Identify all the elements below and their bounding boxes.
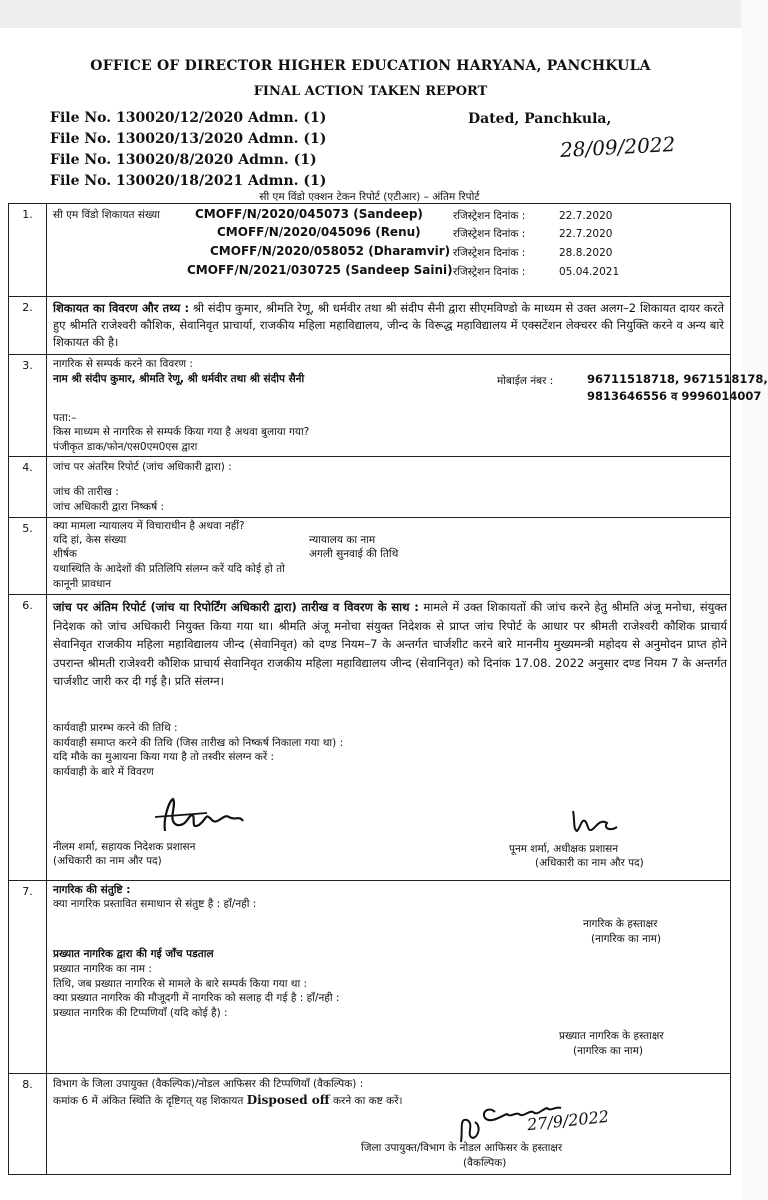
registration-date: 22.7.2020 xyxy=(559,228,613,240)
registration-date: 22.7.2020 xyxy=(559,210,613,222)
eminent-contact-date-label: तिथि, जब प्रख्यात नागरिक से मामले के बारे सम्पर्क किया गया था : xyxy=(53,978,308,990)
report-title: FINAL ACTION TAKEN REPORT xyxy=(253,84,488,99)
complaint-id: CMOFF/N/2021/030725 (Sandeep Saini) xyxy=(187,263,453,277)
handwritten-date: 28/09/2022 xyxy=(559,131,676,163)
satisfaction-question: क्या नागरिक प्रस्तावित समाधान से संतुष्ट है : हाँ/नही : xyxy=(53,898,257,910)
row-contact-details xyxy=(47,355,768,457)
contact-mode: पंजीकृत डाक/फोन/एस0एम0एस द्वारा xyxy=(53,441,198,453)
atr-form-table xyxy=(8,203,768,1175)
file-number: File No. 130020/13/2020 Admn. (1) xyxy=(50,131,327,147)
row-number: 3. xyxy=(9,355,47,457)
scan-top-edge xyxy=(0,0,741,28)
mobile-label: मोबाईल नंबर : xyxy=(497,375,554,387)
row-number: 7. xyxy=(9,881,47,1074)
legal-provision-label: कानूनी प्रावधान xyxy=(53,578,112,590)
contact-question: किस माध्यम से नागरिक से सम्पर्क किया गया है अथवा बुलाया गया? xyxy=(53,426,310,438)
row-number: 2. xyxy=(9,297,47,355)
nodal-signature-optional: (वैकल्पिक) xyxy=(463,1157,507,1169)
registration-date: 05.04.2021 xyxy=(559,266,620,278)
contact-heading: नागरिक से सम्पर्क करने का विवरण : xyxy=(53,358,193,370)
eminent-citizen-heading: प्रख्यात नागरिक द्वारा की गई जाँच पडताल xyxy=(53,948,214,960)
row-complaint-details xyxy=(47,297,731,355)
citizen-signature-label: नागरिक के हस्ताक्षर xyxy=(583,918,658,930)
row-interim-report xyxy=(47,457,731,518)
officer-name-left: नीलम शर्मा, सहायक निदेशक प्रशासन xyxy=(53,841,196,853)
row-number: 5. xyxy=(9,518,47,595)
disposal-request xyxy=(53,1093,403,1108)
details-label: शिकायत का विवरण और तथ्य : xyxy=(53,301,190,315)
registration-label: रजिस्ट्रेशन दिनांक : xyxy=(453,247,526,259)
handwritten-date-nodal: 27/9/2022 xyxy=(526,1106,610,1135)
mobile-numbers: 9813646556 व 9996014007 xyxy=(587,389,762,403)
row-number: 8. xyxy=(9,1074,47,1175)
status-orders-label: यथास्थिति के आदेशों की प्रतिलिपि संलग्न करें यदि कोई हो तो xyxy=(53,563,285,575)
row-nodal-remarks xyxy=(47,1074,731,1175)
file-number: File No. 130020/8/2020 Admn. (1) xyxy=(50,152,317,168)
inspection-label: यदि मौके का मुआयना किया गया है तो तस्वीर संलग्न करें : xyxy=(53,751,274,763)
dated-label: Dated, Panchkula, xyxy=(468,111,612,127)
inquiry-findings-label: जांच अधिकारी द्वारा निष्कर्ष : xyxy=(53,501,165,513)
court-question: क्या मामला न्यायालय में विचाराधीन है अथवा नहीं? xyxy=(53,520,245,532)
row-complaint-numbers xyxy=(47,204,731,297)
officer-designation-right: (अधिकारी का नाम और पद) xyxy=(535,857,644,869)
eminent-advice-question: क्या प्रख्यात नागरिक की मौजूदगी में नागरिक को सलाह दी गई है : हाँ/नही : xyxy=(53,992,340,1004)
row-final-report xyxy=(47,595,731,881)
row-number: 4. xyxy=(9,457,47,518)
row-citizen-satisfaction xyxy=(47,881,731,1074)
nodal-remarks-heading: विभाग के जिला उपायुक्त (वैकल्पिक)/नोडल आफिसर की टिप्पणियाँ (वैकल्पिक) : xyxy=(53,1078,364,1090)
complaint-id: CMOFF/N/2020/058052 (Dharamvir) xyxy=(210,244,451,258)
interim-heading: जांच पर अंतरिम रिपोर्ट (जांच अधिकारी द्वारा) : xyxy=(53,461,232,473)
address-label: पता:– xyxy=(53,412,77,424)
row-number: 1. xyxy=(9,204,47,297)
registration-date: 28.8.2020 xyxy=(559,247,613,259)
mobile-numbers: 96711518718, 9671518178, xyxy=(587,372,768,386)
disposal-text: कमांक 6 में अंकित स्थिति के दृष्टिगत् यह शिकायत xyxy=(53,1095,247,1107)
citizen-names: नाम श्री संदीप कुमार, श्रीमति रेणू, श्री धर्मवीर तथा श्री संदीप सैनी xyxy=(53,373,305,385)
file-numbers xyxy=(50,108,326,192)
final-report-text: मामले में उक्त शिकायतों की जांच करने हेतु श्रीमति अंजू मनोचा, संयुक्त निदेशक को जांच अधिकारी नियुक्त किया गया था। श्रीमति अंजू मनोचा संयुक्त निदेशक से प्राप्त जांच रिपोर्ट के आधार पर श्रीमती राजेश्वरी कौशिक प्राचार्य सेवानिवृत राजकीय महिला महाविद्यालय जीन्द (सेवानिवृत) को दण्ड नियम–7 के अन्तर्गत चार्जशीट करने बारे माननीय मुख्यमन्त्री महोदय से अनुमोदन प्राप्त होने उपरान्त श्रीमती राजेश्वरी कौशिक प्राचार्य सेवानिवृत राजकीय महिला महाविद्यालय जीन्द (सेवानिवृत) को दिनांक 17.08. 2022 अनुसार दण्ड नियम 7 के अन्तर्गत चार्जशीट जारी कर दी गई है। प्रति संलग्न। xyxy=(53,600,728,688)
registration-label: रजिस्ट्रेशन दिनांक : xyxy=(453,228,526,240)
signature-neelam-sharma xyxy=(147,791,257,839)
form-title: सी एम विंडो एक्शन टेकन रिपोर्ट (एटीआर) – अंतिम रिपोर्ट xyxy=(259,191,480,203)
registration-label: रजिस्ट्रेशन दिनांक : xyxy=(453,266,526,278)
court-name-label: न्यायालय का नाम xyxy=(309,534,376,546)
eminent-remarks-label: प्रख्यात नागरिक की टिप्पणियाँ (यदि कोई है) : xyxy=(53,1007,228,1019)
officer-designation-left: (अधिकारी का नाम और पद) xyxy=(53,855,162,867)
next-hearing-label: अगली सुनवाई की तिथि xyxy=(309,548,399,560)
inquiry-date-label: जांच की तारीख : xyxy=(53,486,119,498)
citizen-name-label: (नागरिक का नाम) xyxy=(591,933,662,945)
disposal-status: Disposed off xyxy=(246,1093,330,1107)
details-text: श्री संदीप कुमार, श्रीमति रेणू, श्री धर्मवीर तथा श्री संदीप सैनी द्वारा सीएमविण्डो के माध्यम से उक्त अलग–2 शिकायत दायर करते हुए श्रीमति राजेश्वरी कौशिक, सेवानिवृत प्राचार्या, राजकीय महिला महाविद्यालय, जीन्द के विरूद्ध महाविद्यालय में एक्सटेंशन लेक्चरर की नियुक्ति करने व अन्य बारे शिकायत की है। xyxy=(53,301,724,349)
satisfaction-heading: नागरिक की संतुष्टि : xyxy=(53,884,131,896)
office-title: OFFICE OF DIRECTOR HIGHER EDUCATION HARYANA, PANCHKULA xyxy=(90,58,651,74)
nodal-signature-label: जिला उपायुक्त/विभाग के नोडल आफिसर के हस्ताक्षर xyxy=(361,1142,563,1154)
action-details-label: कार्यवाही के बारे में विवरण xyxy=(53,766,154,778)
action-start-label: कार्यवाही प्रारम्भ करने की तिथि : xyxy=(53,722,178,734)
complaint-label: सी एम विंडो शिकायत संख्या xyxy=(53,209,160,221)
case-number-label: यदि हां, केस संख्या xyxy=(53,534,127,546)
officer-name-right: पूनम शर्मा, अधीक्षक प्रशासन xyxy=(509,843,619,855)
action-end-label: कार्यवाही समाप्त करने की तिथि (जिस तारीख को निष्कर्ष निकाला गया था) : xyxy=(53,737,344,749)
eminent-name-label: प्रख्यात नागरिक का नाम : xyxy=(53,963,152,975)
file-number: File No. 130020/18/2021 Admn. (1) xyxy=(50,173,327,189)
eminent-citizen-name-label: (नागरिक का नाम) xyxy=(573,1045,644,1057)
row-court-case xyxy=(47,518,731,595)
final-report-label: जांच पर अंतिम रिपोर्ट (जांच या रिपोर्टिंग अधिकारी द्वारा) तारीख व विवरण के साथ : xyxy=(53,600,419,614)
registration-label: रजिस्ट्रेशन दिनांक : xyxy=(453,210,526,222)
disposal-text: करने का कष्ट करें। xyxy=(329,1095,403,1107)
complaint-id: CMOFF/N/2020/045073 (Sandeep) xyxy=(195,207,423,221)
title-label: शीर्षक xyxy=(53,548,77,560)
file-number: File No. 130020/12/2020 Admn. (1) xyxy=(50,110,327,126)
row-number: 6. xyxy=(9,595,47,881)
complaint-id: CMOFF/N/2020/045096 (Renu) xyxy=(217,225,421,239)
signature-poonam-sharma xyxy=(567,803,627,837)
eminent-signature-label: प्रख्यात नागरिक के हस्ताक्षर xyxy=(559,1030,664,1042)
